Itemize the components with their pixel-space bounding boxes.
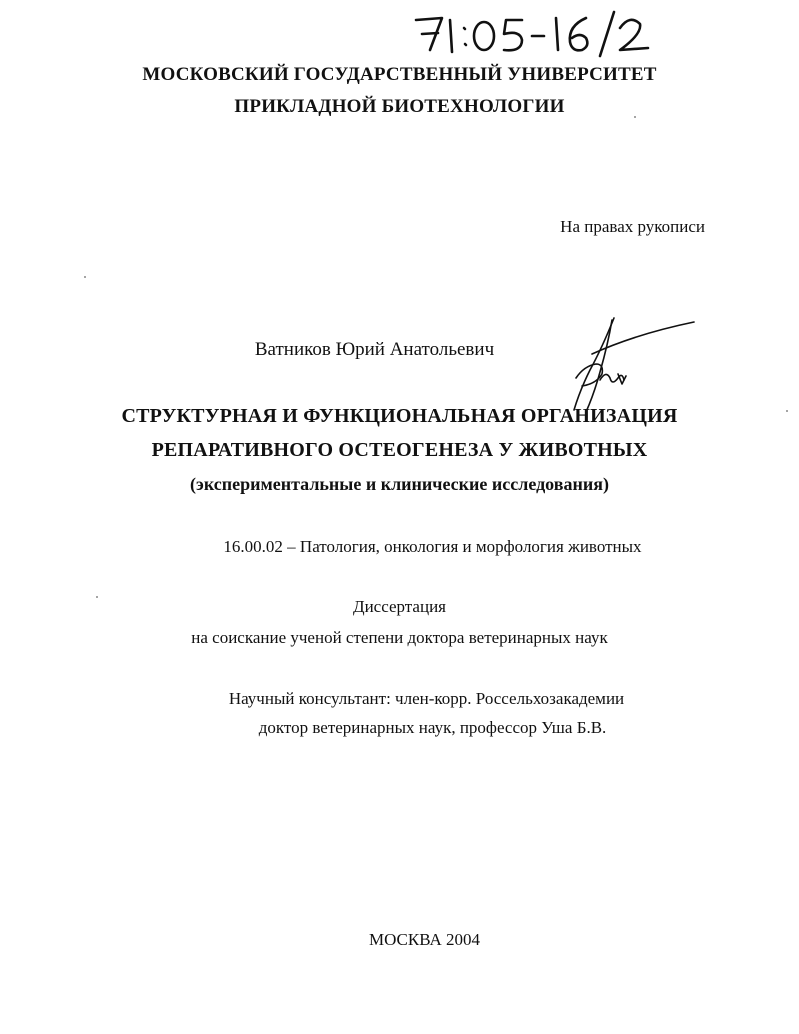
university-name-line1: МОСКОВСКИЙ ГОСУДАРСТВЕННЫЙ УНИВЕРСИТЕТ [142, 64, 657, 85]
author-name: Ватников Юрий Анатольевич [254, 339, 495, 360]
consultant-line1: Научный консультант: член-корр. Россельхозакадемии [228, 689, 625, 708]
scan-speck [84, 276, 86, 278]
manuscript-note: На правах рукописи [560, 217, 705, 236]
specialty-code: 16.00.02 – Патология, онкология и морфология животных [223, 537, 642, 556]
dissertation-title-line2: РЕПАРАТИВНОГО ОСТЕОГЕНЕЗА У ЖИВОТНЫХ [151, 439, 648, 461]
dissertation-title-line1: СТРУКТУРНАЯ И ФУНКЦИОНАЛЬНАЯ ОРГАНИЗАЦИЯ [121, 405, 678, 427]
city-year: МОСКВА 2004 [368, 930, 481, 949]
consultant-line2: доктор ветеринарных наук, профессор Уша Б.В. [258, 718, 607, 737]
scan-speck [786, 410, 788, 412]
scan-speck [96, 596, 98, 598]
degree-line2: на соискание ученой степени доктора ветеринарных наук [191, 628, 608, 647]
university-name-line2: ПРИКЛАДНОЙ БИОТЕХНОЛОГИИ [234, 96, 565, 117]
scan-speck [634, 116, 636, 118]
handwritten-signature [566, 314, 698, 416]
handwritten-archive-code [408, 6, 668, 58]
dissertation-subtitle: (экспериментальные и клинические исследования) [190, 474, 609, 494]
degree-line1: Диссертация [352, 597, 446, 616]
